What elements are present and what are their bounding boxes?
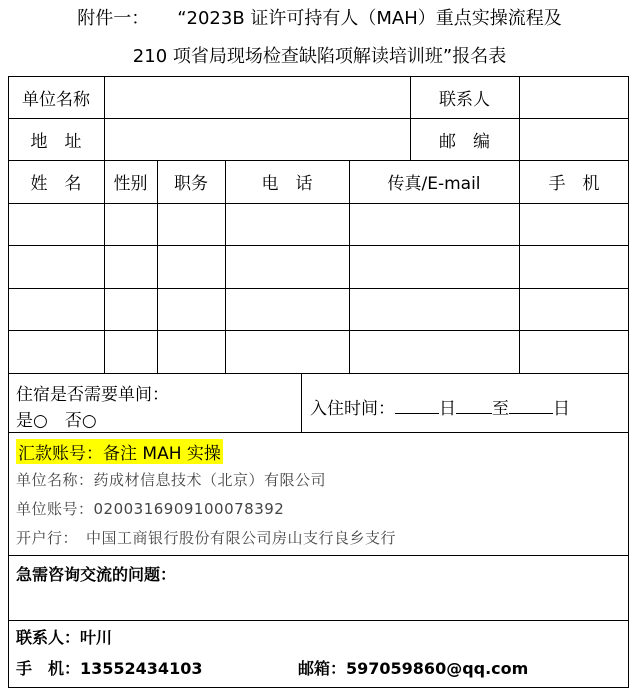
account-note: 汇款账号：备注 MAH 实操: [16, 439, 223, 464]
postcode-label: 邮 编: [439, 131, 490, 152]
checkin-day2: 日: [553, 399, 570, 419]
contact-field[interactable]: [519, 76, 629, 118]
column-header-name: 姓 名: [30, 174, 82, 194]
postcode-field[interactable]: [519, 118, 629, 160]
checkin-to: 至: [492, 399, 509, 419]
payee-unit-name: 单位名称：药成材信息技术（北京）有限公司: [16, 471, 327, 489]
column-header-mobile: 手 机: [548, 174, 600, 194]
form-title-line1: [0, 4, 639, 30]
attendee-row[interactable]: [8, 203, 629, 245]
title-main: “2023B 证许可持有人（MAH）重点实操流程及: [177, 8, 562, 29]
organizer-mobile: 手 机：13552434103: [16, 659, 203, 678]
address-field[interactable]: [104, 118, 410, 160]
column-header-position: 职务: [174, 174, 208, 194]
attendee-row[interactable]: [8, 288, 629, 330]
organizer-contact: 联系人：叶川: [16, 628, 113, 647]
consult-question-field[interactable]: [8, 585, 629, 620]
checkin-day1: 日: [439, 399, 456, 419]
column-header-gender: 性别: [113, 174, 148, 194]
attendee-row[interactable]: [8, 330, 629, 373]
lodging-options[interactable]: 是○ 否○: [16, 411, 97, 431]
unit-name-label: 单位名称: [22, 89, 90, 110]
payee-account-number: 单位账号：0200316909100078392: [16, 500, 285, 518]
consult-question-label: 急需咨询交流的问题：: [16, 565, 177, 584]
attendee-row[interactable]: [8, 245, 629, 288]
payee-bank: 开户行： 中国工商银行股份有限公司房山支行良乡支行: [16, 529, 397, 547]
form-title-line2: 210 项省局现场检查缺陷项解读培训班”报名表: [132, 46, 507, 67]
organizer-email: 邮箱：597059860@qq.com: [298, 659, 529, 678]
attachment-label: 附件一：: [77, 8, 150, 29]
checkin-label: 入住时间：: [310, 399, 395, 419]
contact-label: 联系人: [439, 89, 490, 110]
column-header-fax-email: 传真/E-mail: [387, 174, 481, 194]
checkin-time[interactable]: [310, 394, 570, 419]
unit-name-field[interactable]: [104, 76, 410, 118]
column-header-phone: 电 话: [261, 174, 313, 194]
address-label: 地 址: [30, 131, 82, 152]
lodging-question: 住宿是否需要单间：: [16, 385, 169, 405]
